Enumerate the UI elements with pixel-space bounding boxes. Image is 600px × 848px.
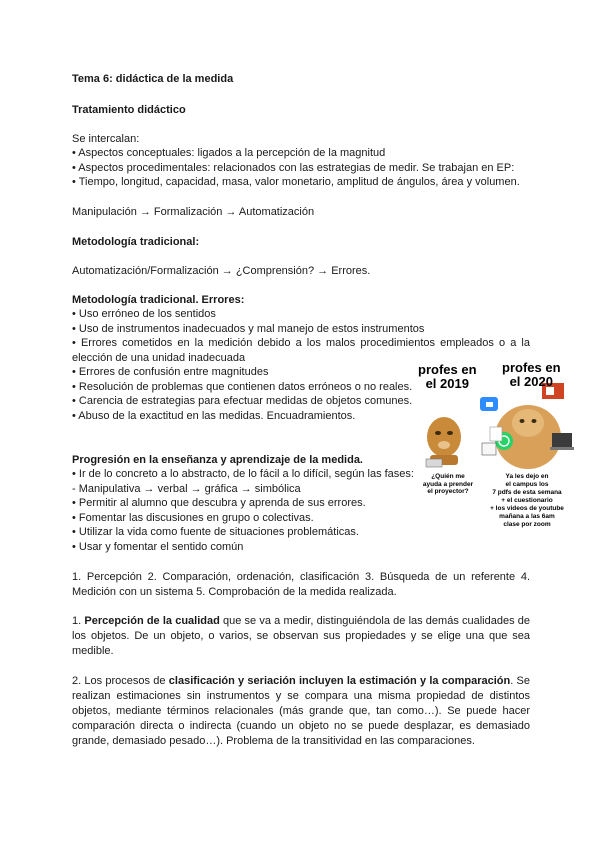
meme-right-caption: + los videos de youtube <box>490 505 564 512</box>
meme-left-caption: el proyector? <box>427 488 469 495</box>
punto-2-bold: clasificación y seriación incluyen la estimación y la comparación <box>168 675 511 687</box>
page-title: Tema 6: didáctica de la medida <box>72 73 234 85</box>
laptop-icon <box>552 433 572 447</box>
errores-bullet-continuation: elección de una unidad inadecuada <box>72 352 246 364</box>
doge-icon <box>427 417 461 457</box>
tratamiento-intro: Se intercalan: <box>72 133 140 145</box>
progresion-bullet: • Fomentar las discusiones en grupo o colectivas. <box>72 512 314 524</box>
fases-line: Medición con un sistema 5. Comprobación de la medida realizada. <box>72 586 397 598</box>
tratamiento-sequence: Manipulación → Formalización → Automatización <box>72 206 315 218</box>
errores-bullet: • Errores de confusión entre magnitudes <box>72 366 269 378</box>
punto-1-bold: Percepción de la cualidad <box>84 615 220 627</box>
tratamiento-heading: Tratamiento didáctico <box>72 104 186 116</box>
progresion-bullet: • Ir de lo concreto a lo abstracto, de lo fácil a lo difícil, según las fases: <box>72 468 414 480</box>
errores-bullet: • Errores cometidos en la medición debido a los malos procedimientos empleados o a la <box>72 337 530 349</box>
meme-right-title: el 2020 <box>509 374 553 389</box>
tratamiento-bullet: • Tiempo, longitud, capacidad, masa, valor monetario, amplitud de ángulos, área y volumen. <box>72 176 520 188</box>
punto-2-text: . Se realizan estimaciones sin instrumentos y se compara una misma propiedad de distintos objetos, mediante términos relacionales (más grande que, tan como…). Se puede hacer comparación directa o indirecta (cuando un objeto no se puede desplazar, es demasiado grande, demasiado pesado…). Problema de la transitividad en las comparaciones. <box>72 675 530 747</box>
progresion-bullet: • Usar y fomentar el sentido común <box>72 541 244 553</box>
errores-heading: Metodología tradicional. Errores: <box>72 294 245 306</box>
meme-right-title: profes en <box>502 360 561 375</box>
meme-left-title: profes en <box>418 362 477 377</box>
meme-right-caption: mañana a las 6am <box>499 513 555 520</box>
errores-bullet: • Abuso de la exactitud en las medidas. Encuadramientos. <box>72 410 356 422</box>
tratamiento-bullet: • Aspectos procedimentales: relacionados con las estrategias de medir. Se trabajan en EP: <box>72 162 515 174</box>
document-icon <box>490 427 502 441</box>
fases-line: 1. Percepción 2. Comparación, ordenación, clasificación 3. Búsqueda de un referente 4. <box>72 571 530 583</box>
meme-right-caption: el campus los <box>505 481 549 488</box>
progresion-bullet: • Utilizar la vida como fuente de situaciones problemáticas. <box>72 526 359 538</box>
progresion-bullet: • Permitir al alumno que descubra y aprenda de sus errores. <box>72 497 366 509</box>
errores-bullet: • Resolución de problemas que contienen datos erróneos o no reales. <box>72 381 413 393</box>
punto-1-paragraph <box>72 614 530 659</box>
punto-2-prefix: 2. Los procesos de <box>72 675 169 687</box>
punto-2-paragraph <box>72 674 530 749</box>
progresion-bullet: - Manipulativa → verbal → gráfica → simbólica <box>72 483 301 495</box>
meme-image <box>416 355 576 540</box>
metodologia-heading: Metodología tradicional: <box>72 236 200 248</box>
errores-bullet: • Uso de instrumentos inadecuados y mal manejo de estos instrumentos <box>72 323 425 335</box>
meme-right-caption: Ya les dejo en <box>505 473 549 480</box>
meme-left-caption: ¿Quién me <box>431 473 465 480</box>
meme-left-caption: ayuda a prender <box>422 480 474 488</box>
meme-right-caption: 7 pdfs de esta semana <box>492 489 562 496</box>
metodologia-sequence: Automatización/Formalización → ¿Comprensión? → Errores. <box>72 265 371 277</box>
punto-1-text: que se va a medir, distinguiéndola de las demás cualidades de los objetos. De un objeto, o varios, se observan sus propiedades y se elige una que sea medible. <box>72 615 531 657</box>
meme-left-title: el 2019 <box>425 376 469 391</box>
errores-bullet: • Carencia de estrategias para efectuar medidas de objetos comunes. <box>72 395 413 407</box>
progresion-heading: Progresión en la enseñanza y aprendizaje de la medida. <box>72 454 363 466</box>
punto-1-prefix: 1. <box>72 615 85 627</box>
errores-bullet: • Uso erróneo de los sentidos <box>72 308 216 320</box>
projector-icon <box>426 459 442 467</box>
meme-right-caption: clase por zoom <box>503 521 551 528</box>
tratamiento-bullet: • Aspectos conceptuales: ligados a la percepción de la magnitud <box>72 147 386 159</box>
meme-right-caption: + el cuestionario <box>501 497 553 504</box>
